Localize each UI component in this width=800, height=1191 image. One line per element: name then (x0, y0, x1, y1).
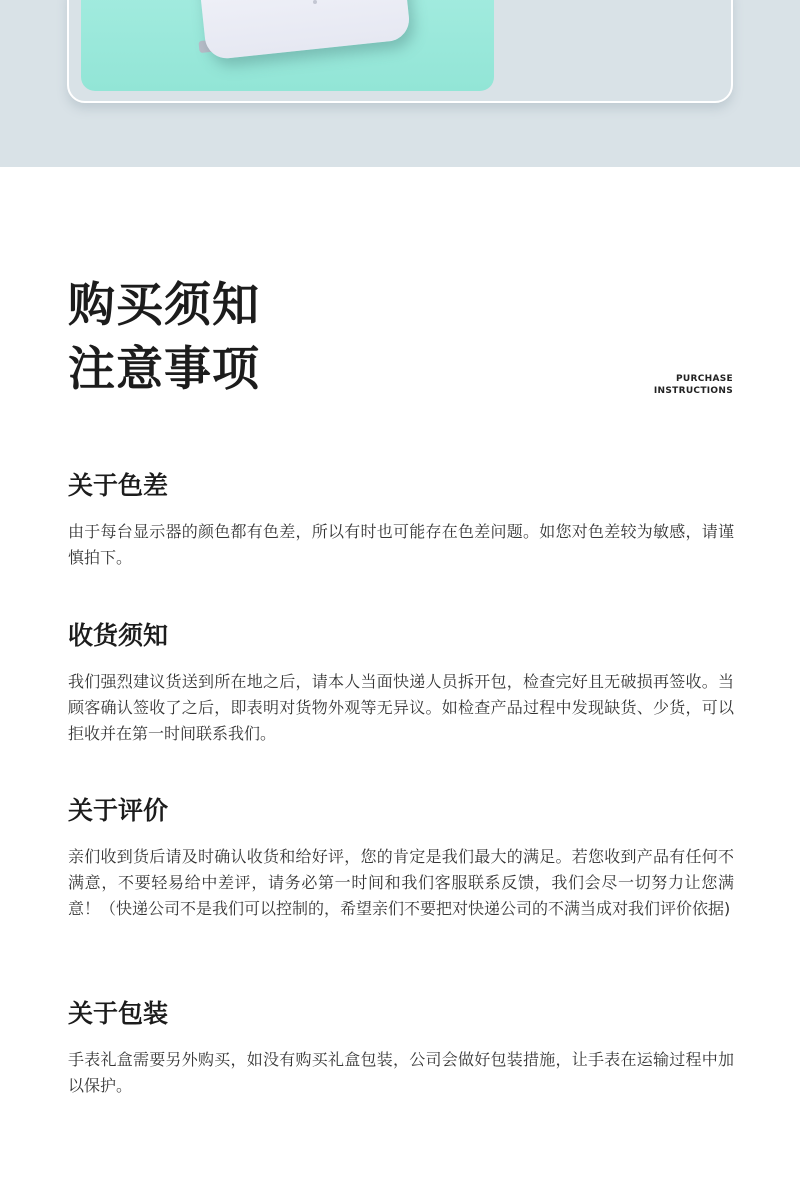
section-body: 手表礼盒需要另外购买，如没有购买礼盒包装，公司会做好包装措施，让手表在运输过程中加以保护。 (68, 1050, 734, 1095)
section-body: 我们强烈建议货送到所在地之后，请本人当面快递人员拆开包，检查完好且无破损再签收。当顾客确认签收了之后，即表明对货物外观等无异议。如检查产品过程中发现缺货、少货，可以拒收并在第一时间联系我们。 (68, 672, 734, 743)
section-reviews (68, 794, 734, 922)
product-device (196, 0, 411, 60)
product-photo (81, 0, 494, 91)
page-title-line-2: 注意事项 (68, 342, 260, 397)
page-title (68, 274, 260, 402)
english-subtitle-line-1: PURCHASE (676, 374, 733, 384)
section-heading: 收货须知 (68, 621, 169, 650)
section-body: 亲们收到货后请及时确认收货和给好评，您的肯定是我们最大的满足。若您收到产品有任何不满意，不要轻易给中差评，请务必第一时间和我们客服联系反馈，我们会尽一切努力让您满意！（快递公司不是我们可以控制的，希望亲们不要把对快递公司的不满当成对我们评价依据) (68, 847, 734, 918)
section-heading: 关于包装 (68, 999, 169, 1028)
device-indicator (313, 0, 317, 4)
section-heading: 关于评价 (68, 796, 169, 825)
page-title-line-1: 购买须知 (68, 278, 260, 333)
english-subtitle (654, 373, 733, 397)
section-heading: 关于色差 (68, 471, 169, 500)
hero-banner (0, 0, 800, 167)
section-receiving (68, 619, 734, 747)
english-subtitle-line-2: INSTRUCTIONS (653, 386, 733, 396)
section-packaging (68, 997, 734, 1099)
section-color-difference (68, 469, 734, 571)
section-body: 由于每台显示器的颜色都有色差，所以有时也可能存在色差问题。如您对色差较为敏感，请谨慎拍下。 (68, 522, 734, 567)
